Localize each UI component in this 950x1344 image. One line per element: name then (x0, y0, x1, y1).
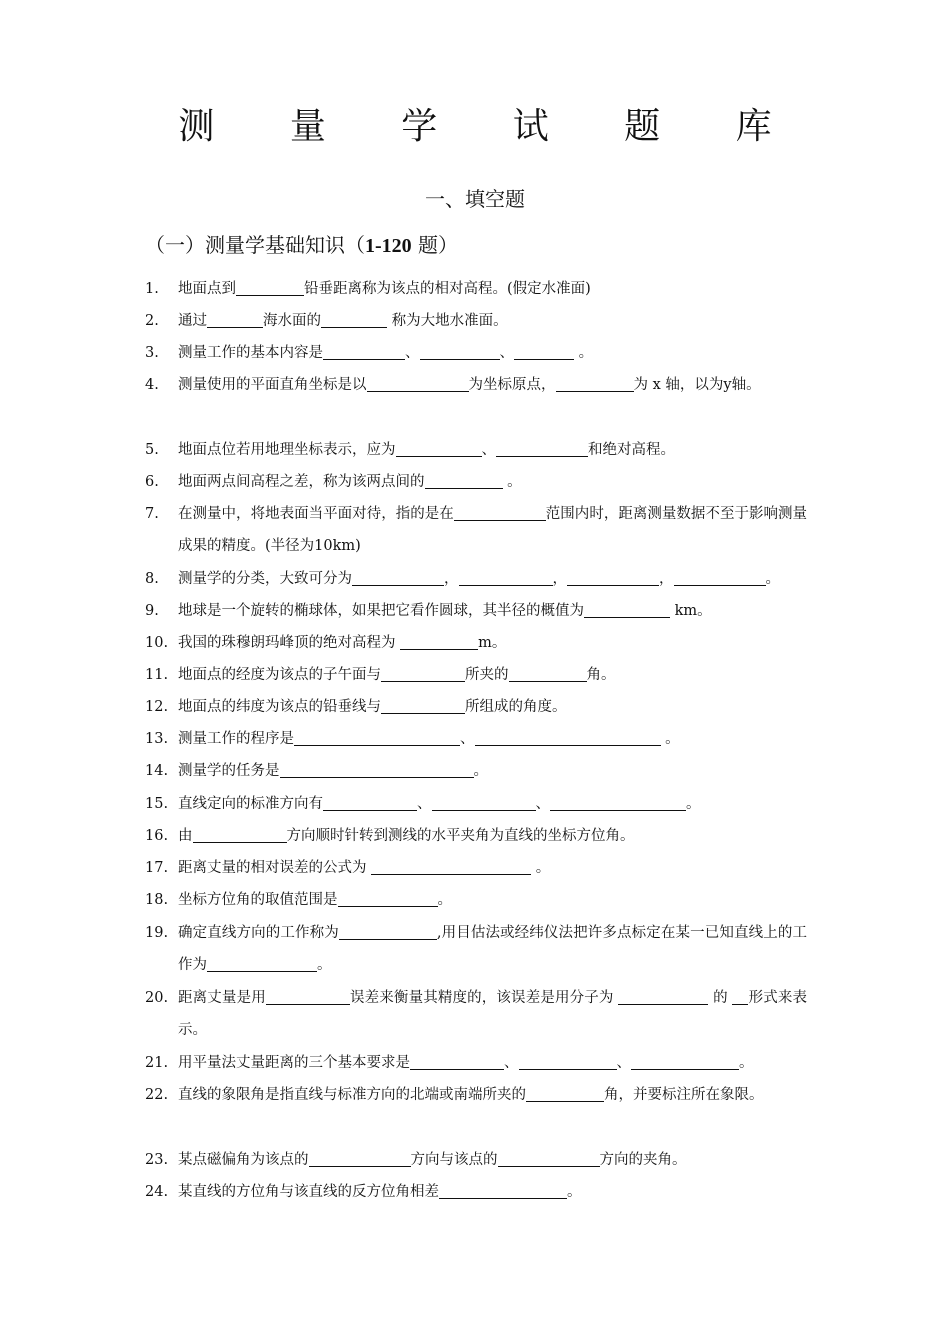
question-segment: 用平量法丈量距离的三个基本要求是 (178, 1055, 410, 1071)
answer-blank (526, 1100, 604, 1102)
answer-blank (432, 809, 536, 811)
question-text (178, 723, 807, 755)
question-text (178, 755, 807, 787)
answer-blank (509, 680, 587, 682)
answer-blank (193, 841, 287, 843)
question-segment: 由 (178, 828, 193, 844)
question-segment: 。 (317, 957, 332, 973)
subsection-suffix: 题） (411, 233, 459, 257)
question-text (178, 434, 807, 466)
question-segment: 。 (686, 796, 701, 812)
question-number: 1. (145, 281, 159, 297)
question-segment: 测量学的分类，大致可分为 (178, 571, 352, 587)
question-number: 12. (145, 699, 169, 715)
question-segment: 某点磁偏角为该点的 (178, 1152, 309, 1168)
question-segment: 地球是一个旋转的椭球体，如果把它看作圆球，其半径的概值为 (178, 603, 584, 619)
question-segment: 方向顺时针转到测线的水平夹角为直线的坐标方位角。 (286, 828, 635, 844)
question-segment: 地面两点间高程之差，称为该两点间的 (178, 474, 425, 490)
question-segment: 在测量中，将地表面当平面对待，指的是在 (178, 506, 454, 522)
question-item (145, 852, 807, 884)
question-segment: 我国的珠穆朗玛峰顶的绝对高程为 (178, 635, 401, 651)
question-text (178, 659, 807, 691)
question-number: 13. (145, 731, 169, 747)
subsection-heading (145, 229, 458, 258)
question-segment: 海水面的 (263, 313, 321, 329)
question-text (178, 1176, 807, 1208)
question-segment: 为坐标原点， (468, 377, 556, 393)
question-number: 22. (145, 1087, 169, 1103)
answer-blank (475, 744, 661, 746)
question-text (178, 917, 807, 981)
question-segment: 。 (531, 860, 551, 876)
question-text (178, 820, 807, 852)
question-segment: ， (659, 571, 674, 587)
answer-blank (352, 584, 444, 586)
question-item (145, 982, 807, 1046)
question-item (145, 563, 807, 595)
question-segment: 。 (574, 345, 594, 361)
question-number: 5. (145, 442, 159, 458)
question-item (145, 627, 807, 659)
answer-blank (567, 584, 659, 586)
question-segment: 误差来衡量其精度的，该误差是用分子为 (349, 990, 619, 1006)
question-segment: 、 (405, 345, 420, 361)
answer-blank (454, 519, 546, 521)
question-segment: 、 (481, 442, 496, 458)
question-item (145, 305, 807, 337)
answer-blank (496, 455, 588, 457)
question-segment: 。 (765, 571, 780, 587)
question-segment: 距离丈量是用 (178, 990, 266, 1006)
question-text (178, 691, 807, 723)
question-text (178, 563, 807, 595)
question-segment: 、 (616, 1055, 631, 1071)
question-segment: 、 (535, 796, 550, 812)
question-segment: 测量学的任务是 (178, 763, 280, 779)
question-segment: 。 (660, 731, 680, 747)
question-segment: 、 (460, 731, 475, 747)
question-segment: km。 (670, 603, 712, 619)
question-segment: 铅垂距离称为该点的相对高程。(假定水准面) (304, 281, 591, 297)
question-item (145, 1176, 807, 1208)
question-item (145, 595, 807, 627)
question-segment: 、 (504, 1055, 519, 1071)
question-number: 21. (145, 1055, 169, 1071)
question-item (145, 498, 807, 562)
question-number: 8. (145, 571, 159, 587)
question-segment: 直线的象限角是指直线与标准方向的北端或南端所夹的 (178, 1087, 526, 1103)
answer-blank (323, 809, 417, 811)
question-number: 20. (145, 990, 169, 1006)
question-text (178, 627, 807, 659)
question-item (145, 788, 807, 820)
question-item (145, 369, 807, 401)
question-segment: 直线定向的标准方向有 (178, 796, 323, 812)
question-item (145, 434, 807, 466)
question-item (145, 755, 807, 787)
question-segment: 角。 (586, 667, 616, 683)
answer-blank (425, 487, 503, 489)
question-segment: 测量工作的基本内容是 (178, 345, 323, 361)
answer-blank (584, 616, 670, 618)
question-segment: 。 (473, 763, 488, 779)
question-segment: 。 (739, 1055, 754, 1071)
question-segment: 。 (437, 892, 452, 908)
section-heading: 一、填空题 (425, 187, 525, 211)
answer-blank (439, 1197, 567, 1199)
question-segment: 、 (417, 796, 432, 812)
question-segment: 通过 (178, 313, 207, 329)
answer-blank (410, 1068, 504, 1070)
question-item (145, 273, 807, 305)
answer-blank (294, 744, 460, 746)
answer-blank (618, 1003, 708, 1005)
question-number: 23. (145, 1152, 169, 1168)
question-number: 4. (145, 377, 159, 393)
question-segment: 和绝对高程。 (588, 442, 675, 458)
question-segment: 角，并要标注所在象限。 (604, 1087, 764, 1103)
question-number: 15. (145, 796, 169, 812)
question-number: 14. (145, 763, 169, 779)
question-segment: ,用目估法或经纬仪法把许多点标定在某一已知直线上的工作为 (178, 925, 807, 973)
question-segment: 。 (567, 1184, 582, 1200)
answer-blank (400, 648, 478, 650)
answer-blank (732, 1003, 748, 1005)
question-item (145, 466, 807, 498)
question-segment: 地面点的纬度为该点的铅垂线与 (178, 699, 381, 715)
question-text (178, 1079, 807, 1111)
question-text (178, 273, 807, 305)
answer-blank (323, 358, 405, 360)
subsection-range: 1-120 (365, 235, 412, 257)
question-text (178, 884, 807, 916)
answer-blank (207, 326, 263, 328)
answer-blank (556, 390, 634, 392)
question-number: 2. (145, 313, 159, 329)
question-number: 3. (145, 345, 159, 361)
answer-blank (459, 584, 553, 586)
answer-blank (631, 1068, 739, 1070)
answer-blank (674, 584, 766, 586)
question-item (145, 691, 807, 723)
question-text (178, 1047, 807, 1079)
answer-blank (207, 970, 317, 972)
answer-blank (396, 455, 482, 457)
answer-blank (420, 358, 500, 360)
question-segment: 坐标方位角的取值范围是 (178, 892, 338, 908)
question-segment: 、 (499, 345, 514, 361)
question-number: 18. (145, 892, 169, 908)
question-item (145, 1047, 807, 1079)
question-number: 9. (145, 603, 159, 619)
question-number: 16. (145, 828, 169, 844)
question-segment: 为 x 轴，以为y轴。 (633, 377, 761, 393)
answer-blank (381, 712, 465, 714)
question-item (145, 884, 807, 916)
question-number: 6. (145, 474, 159, 490)
question-item (145, 917, 807, 981)
question-segment: 某直线的方位角与该直线的反方位角相差 (178, 1184, 439, 1200)
question-text (178, 498, 807, 562)
answer-blank (371, 873, 531, 875)
question-text (178, 595, 807, 627)
question-segment: 。 (502, 474, 522, 490)
question-segment: 确定直线方向的工作称为 (178, 925, 339, 941)
question-number: 19. (145, 925, 169, 941)
question-segment: 距离丈量的相对误差的公式为 (178, 860, 372, 876)
answer-blank (381, 680, 465, 682)
question-item (145, 337, 807, 369)
question-segment: m。 (478, 635, 507, 651)
answer-blank (367, 390, 469, 392)
question-text (178, 852, 807, 884)
question-text (178, 982, 807, 1046)
answer-blank (514, 358, 574, 360)
answer-blank (519, 1068, 617, 1070)
question-segment: ， (552, 571, 567, 587)
question-item (145, 723, 807, 755)
question-text (178, 1144, 807, 1176)
question-number: 10. (145, 635, 169, 651)
question-number: 7. (145, 506, 159, 522)
question-item (145, 820, 807, 852)
question-segment: 地面点的经度为该点的子午面与 (178, 667, 381, 683)
question-segment: 方向与该点的 (410, 1152, 498, 1168)
answer-blank (550, 809, 686, 811)
answer-blank (236, 294, 304, 296)
question-text (178, 466, 807, 498)
answer-blank (321, 326, 387, 328)
question-segment: 地面点位若用地理坐标表示，应为 (178, 442, 396, 458)
question-number: 17. (145, 860, 169, 876)
question-item (145, 1144, 807, 1176)
question-segment: 的 (708, 990, 733, 1006)
question-item (145, 1079, 807, 1111)
question-segment: 测量工作的程序是 (178, 731, 294, 747)
question-text (178, 305, 807, 337)
question-text (178, 369, 807, 401)
question-number: 11. (145, 667, 169, 683)
question-segment: 所组成的角度。 (465, 699, 567, 715)
subsection-prefix: （一）测量学基础知识（ (145, 233, 365, 257)
question-number: 24. (145, 1184, 169, 1200)
question-segment: 测量使用的平面直角坐标是以 (178, 377, 367, 393)
question-segment: 称为大地水准面。 (387, 313, 508, 329)
question-item (145, 659, 807, 691)
answer-blank (280, 776, 474, 778)
answer-blank (498, 1165, 600, 1167)
question-segment: ， (444, 571, 459, 587)
answer-blank (266, 1003, 350, 1005)
question-segment: 所夹的 (465, 667, 509, 683)
page-title: 测 量 学 试 题 库 (178, 106, 804, 147)
answer-blank (309, 1165, 411, 1167)
question-segment: 范围内时，距离测量数据不至于影响测量成果的精度。(半径为10km) (178, 506, 808, 554)
question-segment: 地面点到 (178, 281, 236, 297)
question-text (178, 788, 807, 820)
answer-blank (338, 905, 438, 907)
question-text (178, 337, 807, 369)
question-segment: 形式来表示。 (178, 990, 808, 1038)
answer-blank (339, 938, 437, 940)
question-segment: 方向的夹角。 (599, 1152, 687, 1168)
